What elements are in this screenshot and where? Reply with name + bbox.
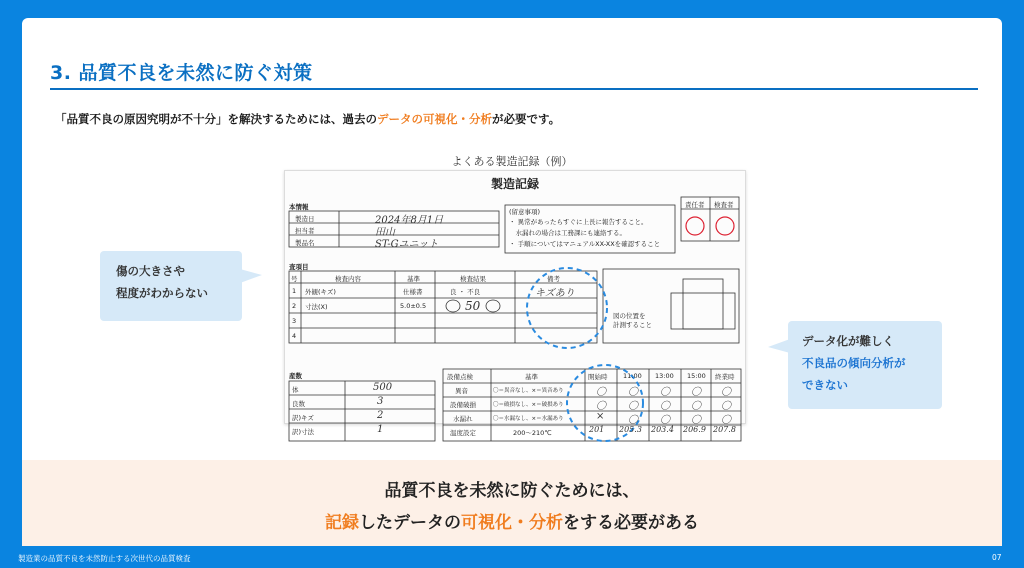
equip-mark: 〇 (596, 387, 606, 398)
count-value: 3 (377, 396, 384, 407)
equip-item: 異音 (455, 387, 468, 395)
lead-highlight: データの可視化・分析 (377, 112, 492, 126)
equip-std: 〇＝異音なし、×＝異音あり (493, 388, 564, 394)
note-line: ・ 手順についてはマニュアルXX-XXを確認すること (509, 240, 661, 248)
diagram-label: 図の位置を 計測すること (613, 312, 652, 329)
equip-header: 基準 (525, 373, 538, 381)
basic-label: 製品名 (295, 239, 315, 247)
equip-mark: 201 (589, 425, 605, 434)
equip-mark: × (596, 411, 605, 422)
equip-mark: 203.4 (651, 425, 674, 434)
doc-caption: よくある製造記録（例） (451, 155, 573, 168)
note-line: ・ 異常があったらすぐに上長に報告すること。 (509, 218, 648, 226)
inspection-cell: 外観(キズ) (305, 288, 336, 296)
inspection-cell: 50 (465, 299, 481, 313)
page-title: 3. 品質不良を未然に防ぐ対策 (50, 62, 313, 84)
inspection-cell: 仕様書 (403, 288, 423, 296)
equip-mark: 206.9 (683, 425, 706, 434)
conclusion-line2 (22, 508, 1002, 533)
title-divider (50, 88, 978, 90)
footer-text: 製造業の品質不良を未然防止する次世代の品質検査 (18, 554, 191, 563)
basic-value: ST-Gユニット (375, 239, 439, 250)
conclusion-banner (22, 460, 1002, 546)
right-callout-line2: 不良品の傾向分析が (802, 356, 906, 370)
equip-mark: 〇 (628, 401, 638, 412)
inspection-header: 検査内容 (335, 275, 361, 283)
inspection-cell: 寸法(X) (305, 303, 328, 311)
basic-info-heading: 本情報 (289, 203, 309, 211)
conclusion-mid: したデータの (359, 513, 461, 533)
right-callout-line1: データ化が難しく (802, 334, 894, 348)
equip-mark: 〇 (660, 415, 670, 426)
equip-mark: 207.8 (713, 425, 736, 434)
inspection-cell: キズあり (535, 288, 575, 299)
left-callout-line1: 傷の大きさや (116, 264, 185, 278)
conclusion-highlight-analysis: 可視化・分析 (461, 513, 563, 533)
count-label: 訳)寸法 (292, 428, 315, 436)
equip-mark: 〇 (660, 401, 670, 412)
conclusion-line1: 品質不良を未然に防ぐためには、 (384, 481, 640, 501)
equip-mark: 〇 (691, 401, 701, 412)
equip-item: 水漏れ (453, 415, 473, 423)
equip-mark: 〇 (660, 387, 670, 398)
count-value: 500 (373, 382, 393, 393)
equip-std: 200〜210℃ (513, 429, 552, 437)
equip-mark: 205.3 (619, 425, 642, 434)
inspection-header: 号 (291, 275, 298, 283)
note-line: 水漏れの場合は工務課にも連絡する。 (509, 229, 626, 237)
left-callout (100, 251, 242, 321)
basic-label: 製造日 (295, 215, 315, 223)
inspection-header: 基準 (407, 275, 420, 283)
callout-pointer (240, 269, 262, 285)
basic-value: 2024年8月1日 (375, 215, 444, 226)
inspection-header: 検査結果 (460, 275, 486, 283)
equip-mark: 〇 (691, 415, 701, 426)
basic-label: 担当者 (295, 227, 315, 235)
inspection-cell: 5.0±0.5 (400, 302, 427, 310)
inspection-header: 備考 (547, 275, 560, 283)
right-callout-line3: できない (802, 378, 848, 392)
equip-std: 〇＝破損なし、×＝破損あり (493, 402, 564, 408)
equip-mark: 〇 (721, 401, 731, 412)
equip-item: 温度設定 (450, 429, 476, 437)
equip-header: 11:00 (623, 372, 642, 380)
right-callout (788, 321, 942, 409)
notes-heading: (留意事項) (509, 208, 541, 216)
lead-text (55, 111, 560, 127)
count-label: 良数 (292, 400, 305, 408)
slide (22, 18, 1002, 546)
count-label: 訳)キズ (292, 414, 314, 422)
left-callout-line2: 程度がわからない (116, 286, 208, 300)
equip-mark: 〇 (628, 387, 638, 398)
conclusion-highlight-record: 記録 (325, 513, 359, 533)
inspection-cell: 良 ・ 不良 (450, 288, 481, 296)
inspection-cell: 3 (292, 317, 297, 325)
lead-pre: 「品質不良の原因究明が不十分」を解決するためには、過去の (55, 112, 377, 126)
count-value: 2 (377, 410, 384, 421)
stamp-label: 検査者 (714, 201, 734, 209)
inspection-cell: 4 (292, 332, 297, 340)
count-value: 1 (377, 424, 384, 435)
equip-mark: 〇 (596, 401, 606, 412)
equip-header: 開始時 (588, 373, 608, 381)
inspection-heading: 査項目 (289, 263, 309, 271)
equip-header: 13:00 (655, 372, 674, 380)
basic-value: 田山 (375, 227, 395, 238)
equip-header: 終業時 (715, 373, 735, 381)
stamp-label: 責任者 (685, 201, 705, 209)
red-seal (686, 217, 704, 235)
equip-mark: 〇 (628, 415, 638, 426)
count-label: 体 (292, 386, 299, 394)
equip-header: 15:00 (687, 372, 706, 380)
inspection-cell: 2 (292, 302, 297, 310)
inspection-cell: 1 (292, 287, 297, 295)
equip-mark: 〇 (721, 387, 731, 398)
manufacturing-record-image (284, 170, 746, 437)
record-title: 製造記録 (490, 177, 539, 191)
equip-std: 〇＝水漏なし、×＝水漏あり (493, 416, 564, 422)
equip-header: 設備点検 (447, 373, 473, 381)
dashed-highlight-circle (527, 268, 607, 348)
equip-item: 設備破損 (450, 401, 476, 409)
page-number: 07 (992, 553, 1002, 562)
count-heading: 産数 (289, 372, 302, 380)
callout-pointer (768, 339, 790, 355)
equip-mark: 〇 (721, 415, 731, 426)
equip-mark: 〇 (691, 387, 701, 398)
lead-post: が必要です。 (492, 112, 561, 126)
red-seal (716, 217, 734, 235)
conclusion-post: をする必要がある (563, 513, 699, 533)
